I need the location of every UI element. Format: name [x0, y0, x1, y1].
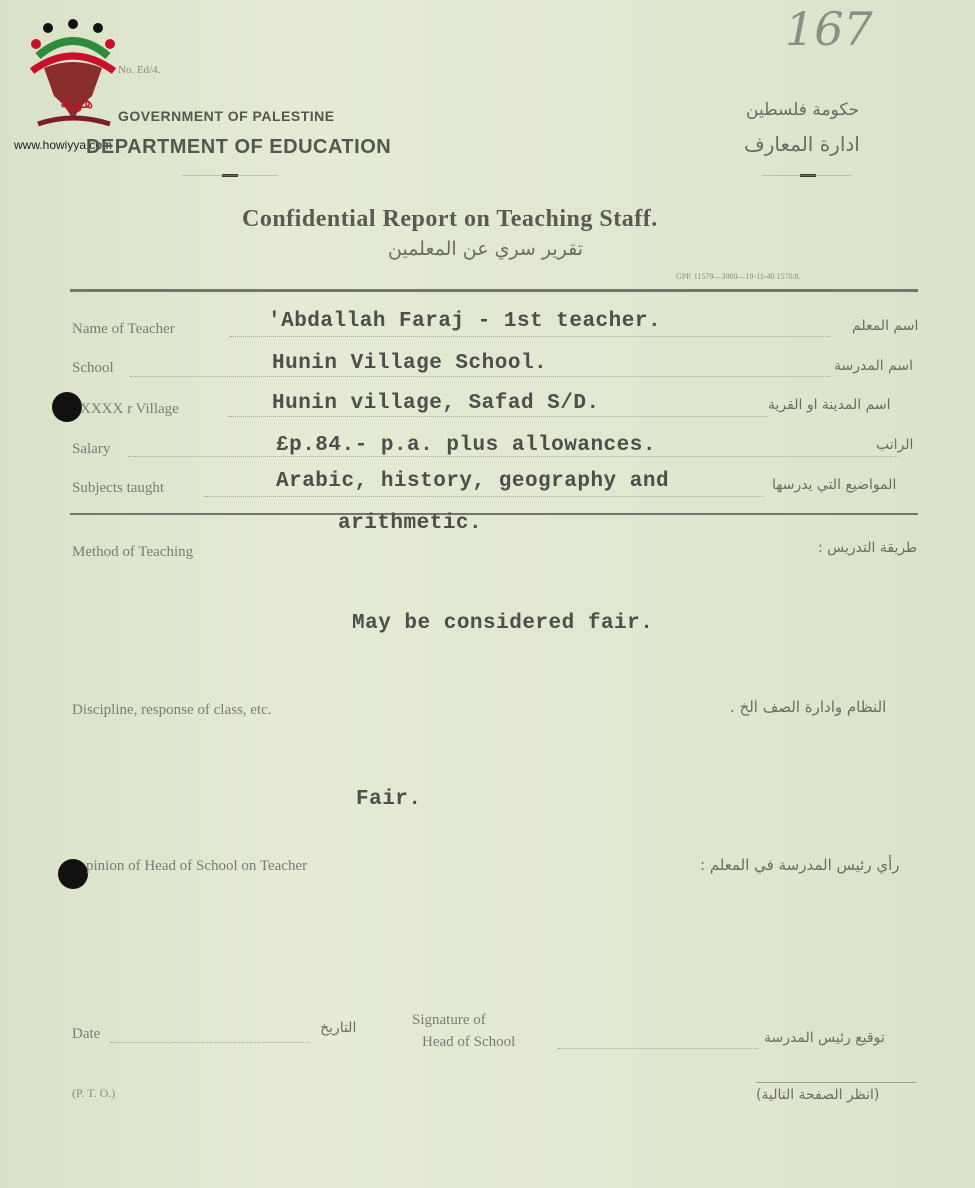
print-code: GPP. 11579—3000—19-11-40 1570/8.	[676, 272, 801, 281]
top-rule	[70, 289, 918, 292]
form-number: No. Ed/4.	[118, 64, 161, 76]
report-title-arabic: تقرير سري عن المعلمين	[388, 238, 584, 260]
school-label: School	[72, 360, 114, 376]
village-label-arabic: اسم المدينة او القرية	[768, 397, 891, 413]
salary-label: Salary	[72, 441, 111, 457]
subjects-label: Subjects taught	[72, 480, 165, 496]
salary-label-arabic: الراتب	[876, 437, 914, 453]
report-title: Confidential Report on Teaching Staff.	[242, 206, 658, 232]
discipline-label-arabic: النظام وادارة الصف الخ .	[730, 698, 887, 716]
punch-hole-bottom	[58, 859, 88, 889]
signature-label-line1: Signature of	[412, 1012, 486, 1028]
method-label: Method of Teaching	[72, 544, 194, 560]
name-label: Name of Teacher	[72, 321, 175, 337]
subjects-value: Arabic, history, geography and	[276, 470, 670, 493]
signature-label-line2: Head of School	[422, 1034, 516, 1050]
punch-hole-top	[52, 392, 82, 422]
government-header-arabic: حكومة فلسطين	[746, 100, 860, 120]
school-value: Hunin Village School.	[272, 352, 548, 375]
fields-rule	[70, 513, 918, 515]
method-label-arabic: طريقة التدريس :	[818, 540, 918, 556]
teacher-name-value: 'Abdallah Faraj - 1st teacher.	[268, 310, 662, 333]
watermark-url: www.howiyya.com	[14, 138, 113, 152]
opinion-label: pinion of Head of School on Teacher	[86, 858, 308, 874]
school-label-arabic: اسم المدرسة	[834, 358, 913, 374]
method-value: May be considered fair.	[352, 612, 654, 635]
name-label-arabic: اسم المعلم	[852, 318, 919, 334]
village-label: XXXX r Village	[80, 401, 179, 417]
department-header-arabic: ادارة المعارف	[744, 132, 860, 156]
government-header: GOVERNMENT OF PALESTINE	[118, 108, 335, 124]
department-header: DEPARTMENT OF EDUCATION	[86, 136, 392, 158]
archive-number: 167	[785, 2, 873, 56]
pto-label-arabic: (انظر الصفحة التالية)	[756, 1087, 880, 1103]
logo-arabic-text: هوية	[60, 92, 94, 113]
howiyya-logo-icon	[18, 16, 128, 136]
discipline-value: Fair.	[356, 788, 422, 811]
subjects-value-continued: arithmetic.	[338, 512, 483, 535]
pto-label: (P. T. O.)	[72, 1086, 116, 1100]
salary-value: £p.84.- p.a. plus allowances.	[276, 434, 656, 457]
date-label: Date	[72, 1026, 101, 1042]
signature-label-arabic: توقيع رئيس المدرسة	[764, 1030, 885, 1046]
discipline-label: Discipline, response of class, etc.	[72, 702, 272, 718]
opinion-label-arabic: رأي رئيس المدرسة في المعلم :	[700, 856, 900, 874]
village-value: Hunin village, Safad S/D.	[272, 392, 600, 415]
subjects-label-arabic: المواضيع التي يدرسها	[772, 477, 897, 493]
date-label-arabic: التاريخ	[320, 1020, 357, 1036]
